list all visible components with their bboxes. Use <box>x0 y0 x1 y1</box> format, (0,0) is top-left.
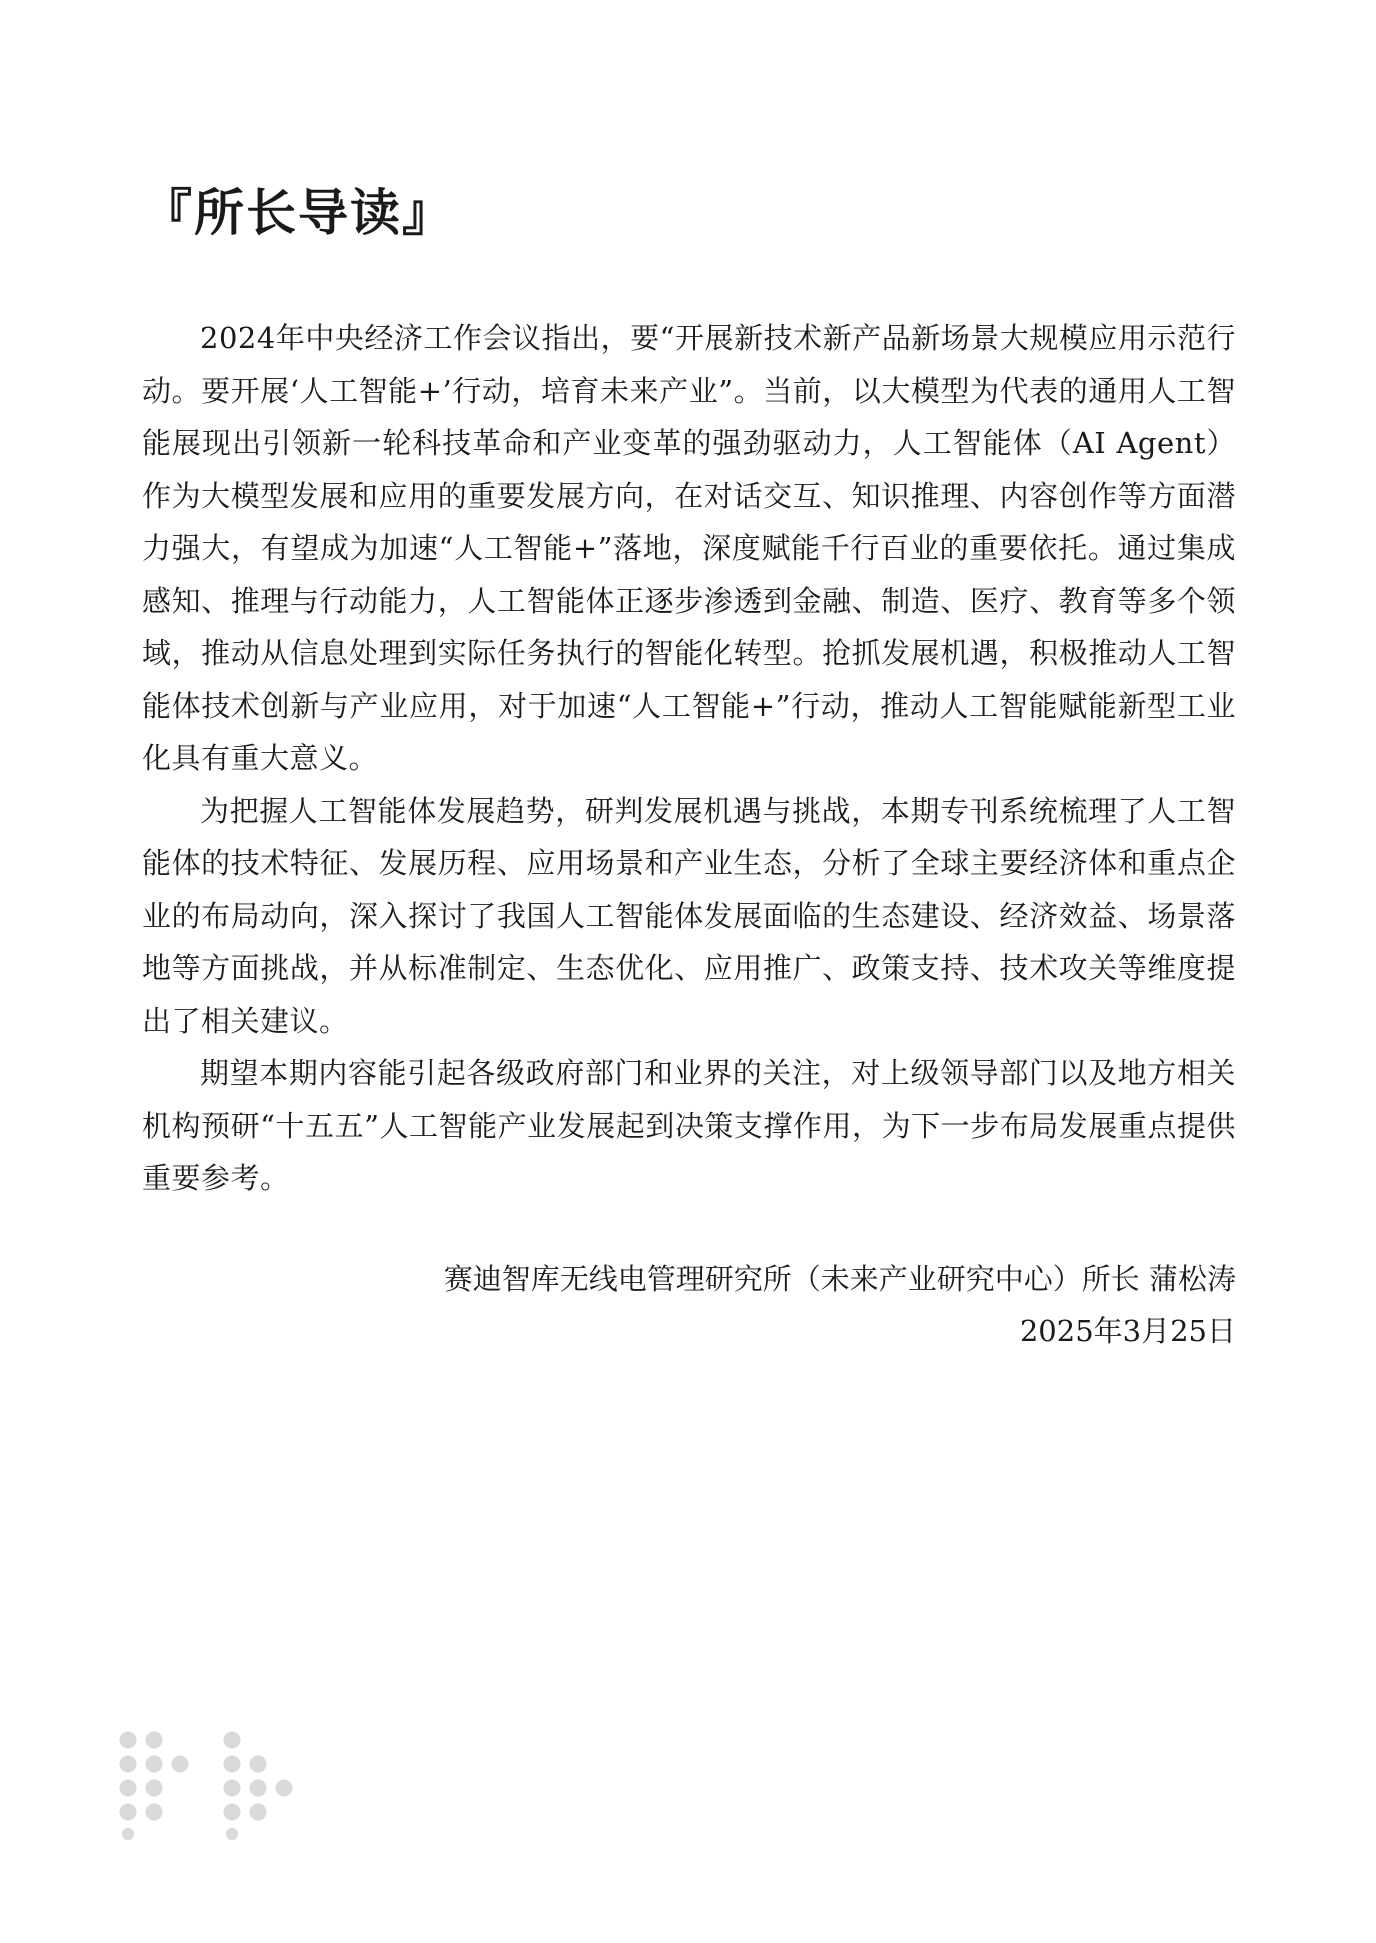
paragraph-3: 期望本期内容能引起各级政府部门和业界的关注，对上级领导部门以及地方相关机构预研“十五五”人工智能产业发展起到决策支撑作用，为下一步布局发展重点提供重要参考。 <box>142 1056 1236 1195</box>
signature-author: 赛迪智库无线电管理研究所（未来产业研究中心）所长 蒲松涛 <box>443 1262 1236 1296</box>
paragraph-1: 2024年中央经济工作会议指出，要“开展新技术新产品新场景大规模应用示范行动。要开展‘人工智能+’行动，培育未来产业”。当前，以大模型为代表的通用人工智能展现出引领新一轮科技革命和产业变革的强劲驱动力，人工智能体（AI Agent）作为大模型发展和应用的重要发展方向，在对话交互、知识推理、内容创作等方面潜力强大，有望成为加速“人工智能+”落地，深度赋能千行百业的重要依托。通过集成感知、推理与行动能力，人工智能体正逐步渗透到金融、制造、医疗、教育等多个领域，推动从信息处理到实际任务执行的智能化转型。抢抓发展机遇，积极推动人工智能体技术创新与产业应用，对于加速“人工智能+”行动，推动人工智能赋能新型工业化具有重大意义。 <box>142 321 1236 775</box>
dot-matrix-logo-icon <box>118 1730 308 1840</box>
signature-date: 2025年3月25日 <box>1019 1314 1236 1348</box>
paragraph-2: 为把握人工智能体发展趋势，研判发展机遇与挑战，本期专刊系统梳理了人工智能体的技术特征、发展历程、应用场景和产业生态，分析了全球主要经济体和重点企业的布局动向，深入探讨了我国人工智能体发展面临的生态建设、经济效益、场景落地等方面挑战，并从标准制定、生态优化、应用推广、政策支持、技术攻关等维度提出了相关建议。 <box>142 793 1236 1038</box>
page-title: 『所长导读』 <box>142 184 454 242</box>
signature-block <box>444 1253 1236 1357</box>
body-text <box>142 312 1236 1205</box>
